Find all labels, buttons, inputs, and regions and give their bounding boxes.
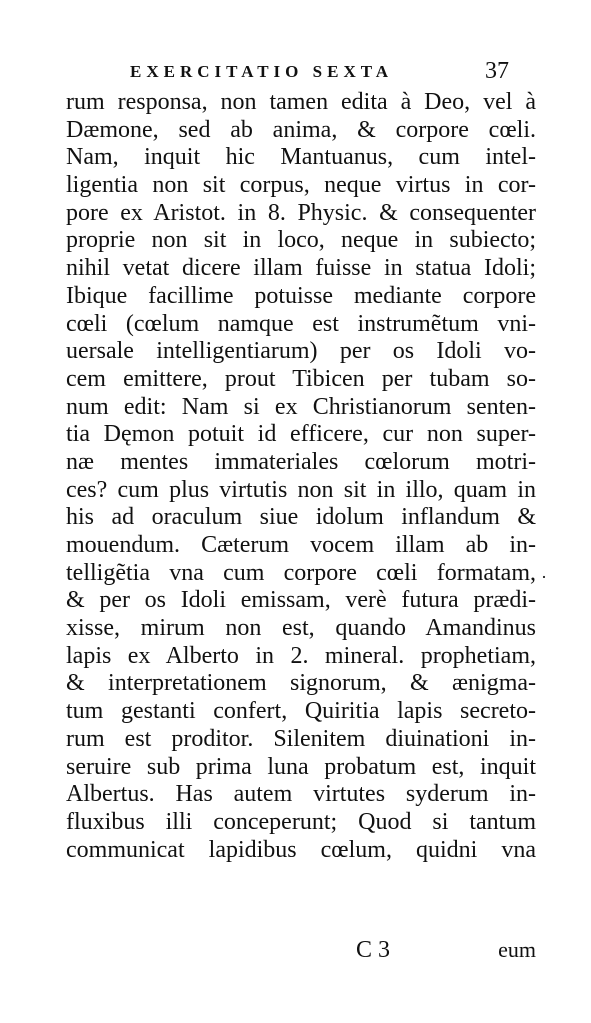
margin-mark: ·: [541, 567, 547, 587]
text-line: Nam, inquit hic Mantuanus, cum intel-: [66, 144, 536, 171]
text-line: mouendum. Cæterum vocem illam ab in-: [66, 532, 536, 558]
text-line: pore ex Aristot. in 8. Physic. & consequenter: [66, 199, 536, 226]
text-line: næ mentes immateriales cœlorum motri-: [66, 448, 536, 475]
page-number: 37: [485, 58, 509, 84]
text-line: ligentia non sit corpus, neque virtus in cor-: [66, 172, 536, 199]
text-line: Albertus. Has autem virtutes syderum in-: [66, 781, 536, 808]
text-line: nihil vetat dicere illam fuisse in statua Idoli;: [66, 255, 536, 282]
page-footer: [356, 937, 536, 967]
text-line: num edit: Nam si ex Christianorum senten-: [66, 393, 536, 420]
text-line: cœli (cœlum namque est instrumẽtum vni-: [66, 310, 536, 337]
text-line: seruire sub prima luna probatum est, inquit: [66, 753, 536, 780]
text-line: & interpretationem signorum, & ænigma-: [66, 670, 536, 697]
text-line: his ad oraculum siue idolum inflandum &: [66, 504, 536, 531]
text-line: telligẽtia vna cum corpore cœli formatam,: [66, 559, 536, 586]
text-line: fluxibus illi conceperunt; Quod si tantum: [66, 808, 536, 835]
text-line: tum gestanti confert, Quiritia lapis secreto-: [66, 698, 536, 725]
catchword: eum: [498, 937, 536, 962]
text-line: rum responsa, non tamen edita à Deo, vel à: [66, 89, 536, 115]
text-line: proprie non sit in loco, neque in subiecto;: [66, 227, 536, 254]
text-line: xisse, mirum non est, quando Amandinus: [66, 615, 536, 642]
text-line: communicat lapidibus cœlum, quidni vna: [66, 836, 536, 863]
text-line: ces? cum plus virtutis non sit in illo, quam in: [66, 476, 536, 503]
text-line: Ibique facillime potuisse mediante corpore: [66, 282, 536, 309]
text-line: cem emittere, prout Tibicen per tubam so-: [66, 365, 536, 392]
text-line: rum est proditor. Silenitem diuinationi in-: [66, 725, 536, 752]
text-line: lapis ex Alberto in 2. mineral. prophetiam,: [66, 642, 536, 669]
running-head: EXERCITATIO SEXTA: [130, 62, 394, 81]
text-line: & per os Idoli emissam, verè futura prædi-: [66, 587, 536, 614]
page-header: [130, 58, 550, 88]
text-line: Dæmone, sed ab anima, & corpore cœli.: [66, 116, 536, 143]
text-line: tia Dęmon potuit id efficere, cur non super-: [66, 421, 536, 448]
body-text: [66, 89, 536, 864]
signature-mark: C 3: [356, 937, 391, 963]
text-line: uersale intelligentiarum) per os Idoli vo-: [66, 338, 536, 365]
